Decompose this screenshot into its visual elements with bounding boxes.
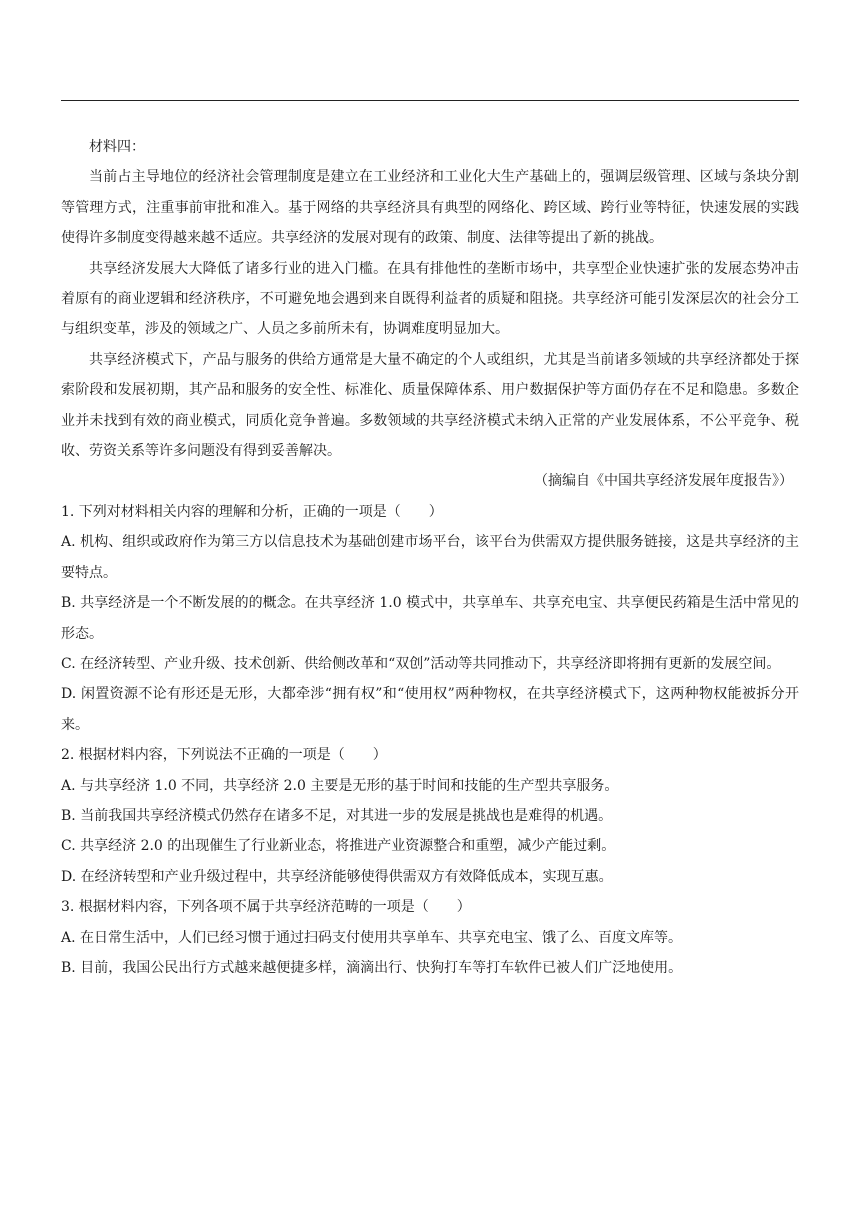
option-b: B. 共享经济是一个不断发展的的概念。在共享经济 1.0 模式中，共享单车、共享充电宝、共享便民药箱是生活中常见的形态。	[61, 595, 799, 642]
option-d: D. 闲置资源不论有形还是无形，大都牵涉“拥有权”和“使用权”两种物权，在共享经济模式下，这两种物权能被拆分开来。	[61, 686, 799, 733]
document-body	[61, 132, 799, 983]
question-stem: 3. 根据材料内容，下列各项不属于共享经济范畴的一项是（ ）	[61, 899, 471, 916]
option-b: B. 目前，我国公民出行方式越来越便捷多样，滴滴出行、快狗打车等打车软件已被人们广泛地使用。	[61, 959, 683, 976]
question-stem: 1. 下列对材料相关内容的理解和分析，正确的一项是（ ）	[61, 503, 443, 520]
option-a: A. 在日常生活中，人们已经习惯于通过扫码支付使用共享单车、共享充电宝、饿了么、百度文库等。	[61, 929, 683, 946]
material-paragraph: 共享经济发展大大降低了诸多行业的进入门槛。在具有排他性的垄断市场中，共享型企业快速扩张的发展态势冲击着原有的商业逻辑和经济秩序，不可避免地会遇到来自既得利益者的质疑和阻挠。共享经济可能引发深层次的社会分工与组织变革，涉及的领域之广、人员之多前所未有，协调难度明显加大。	[61, 260, 799, 338]
option-a: A. 机构、组织或政府作为第三方以信息技术为基础创建市场平台，该平台为供需双方提供服务链接，这是共享经济的主要特点。	[61, 534, 799, 581]
option-b: B. 当前我国共享经济模式仍然存在诸多不足，对其进一步的发展是挑战也是难得的机遇。	[61, 807, 613, 824]
option-a: A. 与共享经济 1.0 不同，共享经济 2.0 主要是无形的基于时间和技能的生产型共享服务。	[61, 777, 619, 794]
question-2	[61, 740, 799, 892]
question-3	[61, 892, 799, 983]
question-1	[61, 497, 799, 740]
material-paragraph: 当前占主导地位的经济社会管理制度是建立在工业经济和工业化大生产基础上的，强调层级管理、区域与条块分割等管理方式，注重事前审批和准入。基于网络的共享经济具有典型的网络化、跨区域、跨行业等特征，快速发展的实践使得许多制度变得越来越不适应。共享经济的发展对现有的政策、制度、法律等提出了新的挑战。	[61, 169, 799, 247]
material-paragraph: 共享经济模式下，产品与服务的供给方通常是大量不确定的个人或组织，尤其是当前诸多领域的共享经济都处于探索阶段和发展初期，其产品和服务的安全性、标准化、质量保障体系、用户数据保护等方面仍存在不足和隐患。多数企业并未找到有效的商业模式，同质化竞争普遍。多数领域的共享经济模式未纳入正常的产业发展体系，不公平竞争、税收、劳资关系等许多问题没有得到妥善解决。	[61, 351, 799, 460]
header-divider	[61, 100, 799, 101]
material-source: （摘编自《中国共享经济发展年度报告》）	[534, 473, 793, 490]
option-c: C. 在经济转型、产业升级、技术创新、供给侧改革和“双创”活动等共同推动下，共享经济即将拥有更新的发展空间。	[61, 655, 781, 672]
material-heading: 材料四：	[89, 139, 145, 155]
question-stem: 2. 根据材料内容，下列说法不正确的一项是（ ）	[61, 747, 387, 764]
option-d: D. 在经济转型和产业升级过程中，共享经济能够使得供需双方有效降低成本，实现互惠。	[61, 868, 613, 885]
option-c: C. 共享经济 2.0 的出现催生了行业新业态，将推进产业资源整合和重塑，减少产能过剩。	[61, 838, 616, 855]
